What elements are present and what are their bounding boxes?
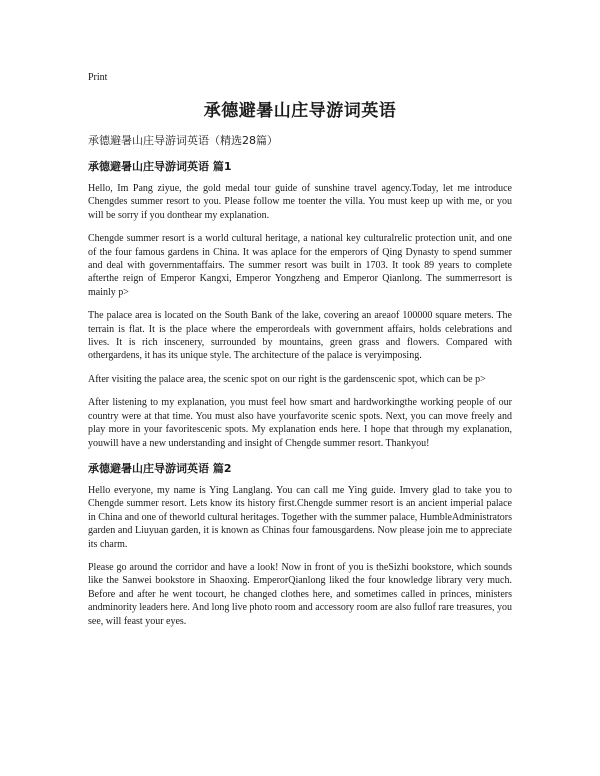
- paragraph: After listening to my explanation, you must feel how smart and hardworkingthe working people of our country were at that time. You must also have yourfavorite scenic spots. Next, you can move freely and play more in your favoritescenic spots. My explanation ends here. I hope that through my explanation, youwill have a new understanding and insight of Chengde summer resort. Thankyou!: [88, 397, 512, 449]
- document-body: [88, 158, 512, 638]
- paragraph: The palace area is located on the South Bank of the lake, covering an areaof 100000 square meters. The terrain is flat. It is the place where the emperordeals with government affairs, holds celebrations and lives. It is rich inscenery, surrounded by mountains, green grass and flowers. Compared with othergardens, it has its unique style. The architecture of the palace is veryimposing.: [88, 310, 512, 362]
- section-heading: 承德避暑山庄导游词英语 篇2: [88, 461, 232, 475]
- section-heading: 承德避暑山庄导游词英语 篇1: [88, 160, 232, 173]
- section-2: [88, 460, 512, 628]
- page-title: 承德避暑山庄导游词英语: [203, 101, 397, 121]
- paragraph: Hello everyone, my name is Ying Langlang. You can call me Ying guide. Imvery glad to take you to Chengde summer resort. Lets know its history first.Chengde summer resort is an ancient imperial palace in China and one of theworld cultural heritages. Together with the summer palace, HumbleAdministrators garden and Liuyuan garden, it is known as Chinas four famousgardens. Now please join me to appreciate its charm.: [88, 484, 512, 550]
- section-1: [88, 158, 512, 450]
- paragraph: Hello, Im Pang ziyue, the gold medal tour guide of sunshine travel agency.Today, let me introduce Chengdes summer resort to you. Please follow me toenter the villa. You must keep up with me, or you will be sorry if you donthear my explanation.: [88, 183, 512, 221]
- paragraph: After visiting the palace area, the scenic spot on our right is the gardenscenic spot, which can be p>: [88, 373, 486, 385]
- paragraph: Please go around the corridor and have a look! Now in front of you is theSizhi bookstore, which sounds like the Sanwei bookstore in Shaoxing. EmperorQianlong liked the four knowledge library very much. Before and after he went tocourt, he changed clothes here, and sometimes called in princes, ministers andminority leaders here. And long live photo room and accessory room are also fullof rare treasures, you see, will feast your eyes.: [88, 561, 512, 627]
- print-link[interactable]: Print: [88, 72, 108, 83]
- page-subtitle: 承德避暑山庄导游词英语（精选28篇）: [88, 134, 278, 147]
- paragraph: Chengde summer resort is a world cultural heritage, a national key culturalrelic protection unit, and one of the four famous gardens in China. It was aplace for the emperors of Qing Dynasty to spend summer and deal with governmentaffairs. The summer resort was built in 1703. It took 89 years to complete afterthe reign of Emperor Kangxi, Emperor Yongzheng and Emperor Qianlong. The summerresort is mainly p>: [88, 233, 512, 298]
